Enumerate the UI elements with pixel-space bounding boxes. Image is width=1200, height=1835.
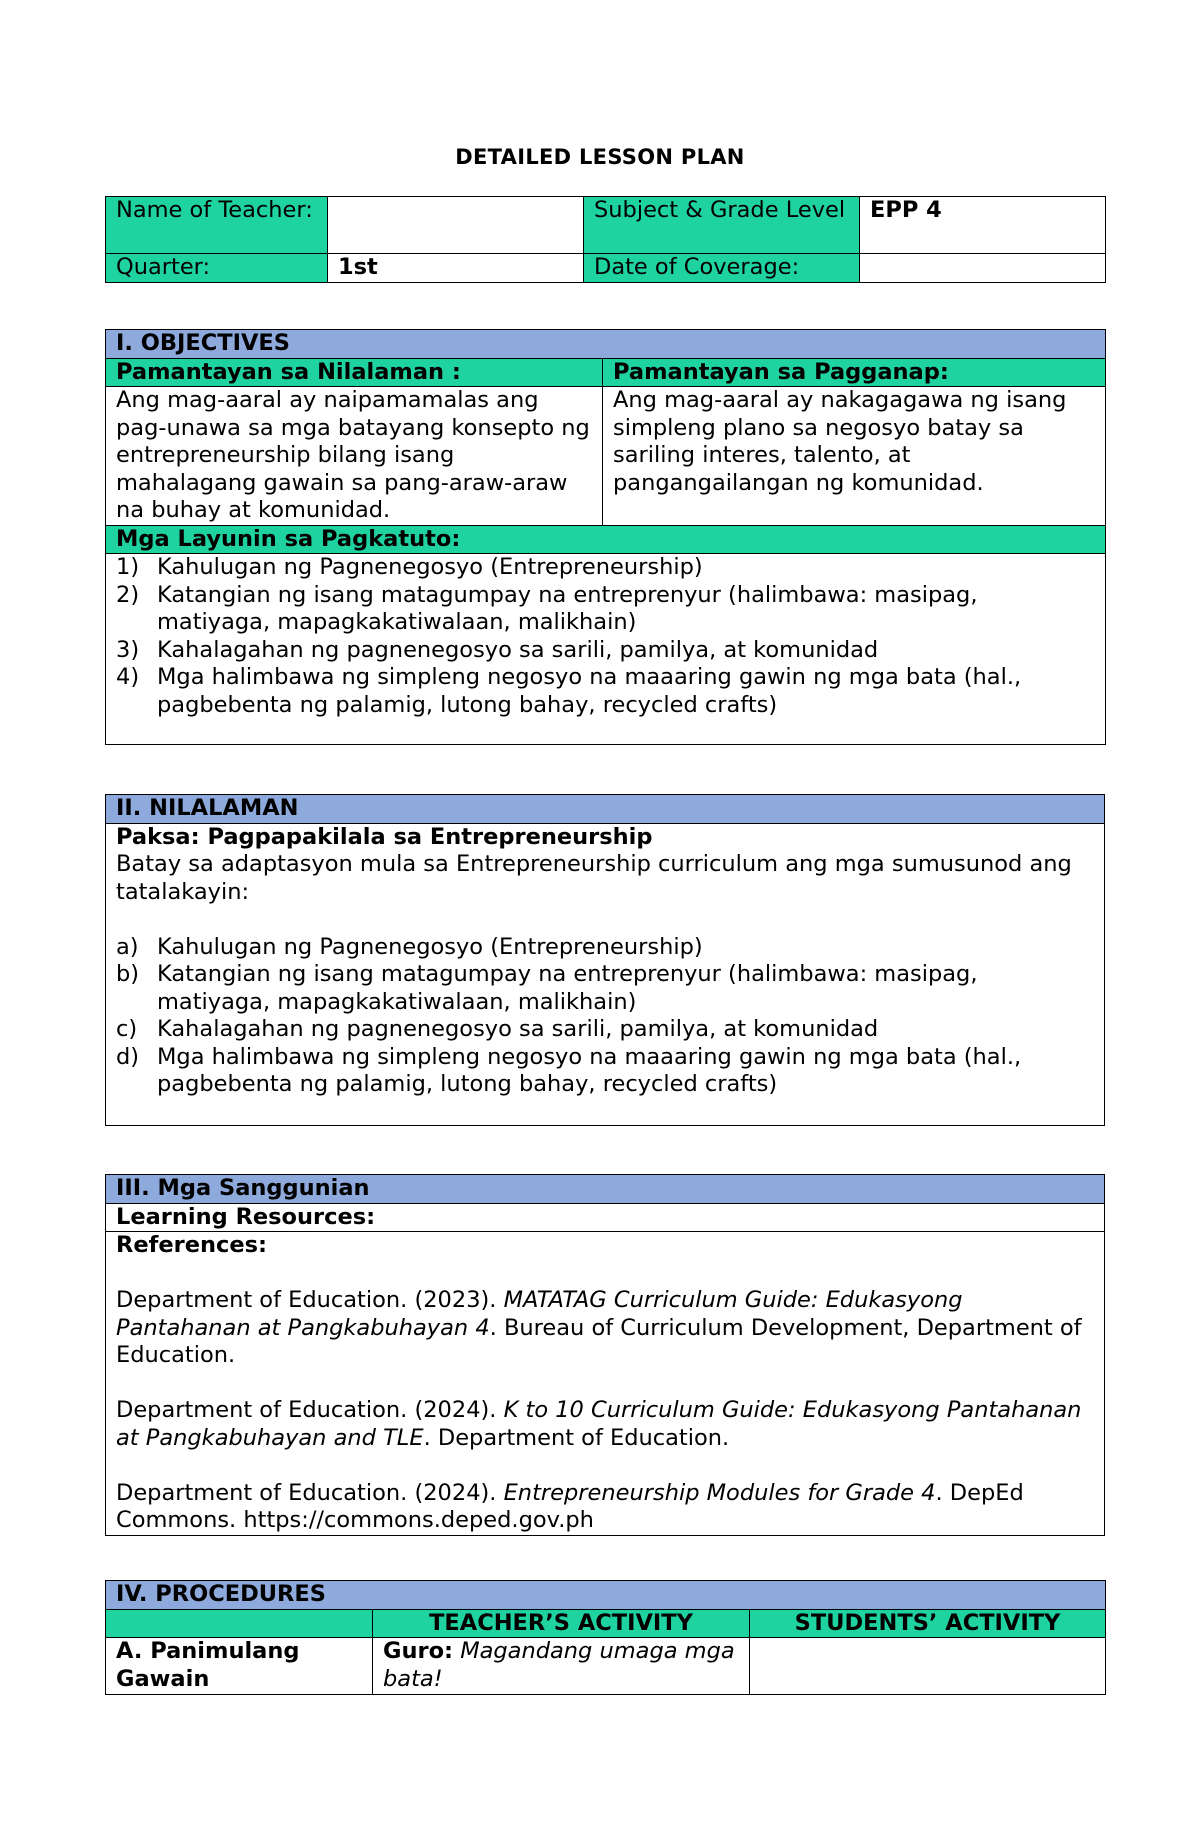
list-item: 2) Katangian ng isang matagumpay na entreprenyur (halimbawa: masipag, matiyaga, mapagkakatiwalaan, malikhain)	[116, 581, 978, 635]
procedures-table	[105, 1580, 1106, 1695]
subject-value: EPP 4	[860, 197, 1106, 254]
students-activity-header: STUDENTS’ ACTIVITY	[750, 1609, 1106, 1638]
subject-label: Subject & Grade Level	[584, 197, 860, 254]
performance-standard-label: Pamantayan sa Pagganap:	[603, 358, 1106, 387]
references-table	[105, 1174, 1105, 1536]
content-standard-text: Ang mag-aaral ay naipamamalas ang pag-unawa sa mga batayang konsepto ng entrepreneurship bilang isang mahalagang gawain sa pang-araw-araw na buhay at komunidad.	[106, 387, 603, 526]
date-value	[860, 254, 1106, 283]
objectives-table	[105, 329, 1106, 745]
list-item: d) Mga halimbawa ng simpleng negosyo na maaaring gawin ng mga bata (hal., pagbebenta ng palamig, lutong bahay, recycled crafts)	[116, 1043, 1022, 1097]
content-standard-label: Pamantayan sa Nilalaman :	[106, 358, 603, 387]
teacher-activity-cell: Guro: Magandang umaga mga bata!	[373, 1638, 750, 1695]
learning-competencies-label: Mga Layunin sa Pagkatuto:	[106, 525, 1106, 554]
list-item: 1) Kahulugan ng Pagnenegosyo (Entrepreneurship)	[116, 554, 703, 580]
procedure-step-label: A. Panimulang Gawain	[106, 1638, 373, 1695]
objectives-list	[116, 554, 1095, 719]
list-item: a) Kahulugan ng Pagnenegosyo (Entrepreneurship)	[116, 933, 703, 960]
learning-resources-label: Learning Resources:	[106, 1203, 1105, 1232]
objectives-title: I. OBJECTIVES	[106, 330, 1106, 359]
content-list	[116, 934, 1094, 1099]
date-label: Date of Coverage:	[584, 254, 860, 283]
list-item: b) Katangian ng isang matagumpay na entreprenyur (halimbawa: masipag, matiyaga, mapagkakatiwalaan, malikhain)	[116, 961, 978, 1015]
teacher-value	[328, 197, 584, 254]
performance-standard-text: Ang mag-aaral ay nakagagawa ng isang simpleng plano sa negosyo batay sa sariling interes, talento, at pangangailangan ng komunidad.	[603, 387, 1106, 526]
content-intro: Batay sa adaptasyon mula sa Entrepreneurship curriculum ang mga sumusunod ang tatalakayin:	[116, 851, 1072, 905]
document-title: DETAILED LESSON PLAN	[455, 145, 745, 169]
content-body	[106, 823, 1105, 1125]
teacher-label: Name of Teacher:	[106, 197, 328, 254]
procedures-title: IV. PROCEDURES	[106, 1581, 1106, 1610]
quarter-label: Quarter:	[106, 254, 328, 283]
content-table	[105, 794, 1105, 1126]
reference-entry: Department of Education. (2024). Entrepreneurship Modules for Grade 4. DepEd Commons. https://commons.deped.gov.ph	[116, 1479, 1024, 1533]
list-item: 4) Mga halimbawa ng simpleng negosyo na maaaring gawin ng mga bata (hal., pagbebenta ng palamig, lutong bahay, recycled crafts)	[116, 664, 1022, 718]
students-activity-cell	[750, 1638, 1106, 1695]
reference-entry: Department of Education. (2024). K to 10 Curriculum Guide: Edukasyong Pantahanan at Pangkabuhayan and TLE. Department of Education.	[116, 1397, 1082, 1451]
reference-entry: Department of Education. (2023). MATATAG Curriculum Guide: Edukasyong Pantahanan at Pangkabuhayan 4. Bureau of Curriculum Development, Department of Education.	[116, 1287, 1082, 1368]
list-item: c) Kahalagahan ng pagnenegosyo sa sarili, pamilya, at komunidad	[116, 1016, 879, 1042]
header-table	[105, 196, 1106, 283]
topic-heading: Paksa: Pagpapakilala sa Entrepreneurship	[116, 823, 653, 850]
references-body	[106, 1232, 1105, 1536]
list-item: 3) Kahalagahan ng pagnenegosyo sa sarili, pamilya, at komunidad	[116, 636, 879, 663]
content-title: II. NILALAMAN	[106, 795, 1105, 824]
references-title: III. Mga Sanggunian	[106, 1175, 1105, 1204]
teacher-activity-header: TEACHER’S ACTIVITY	[373, 1609, 750, 1638]
references-label: References:	[116, 1232, 267, 1258]
procedures-blank-header	[106, 1609, 373, 1638]
quarter-value: 1st	[328, 254, 584, 283]
objectives-list-cell	[106, 554, 1106, 745]
